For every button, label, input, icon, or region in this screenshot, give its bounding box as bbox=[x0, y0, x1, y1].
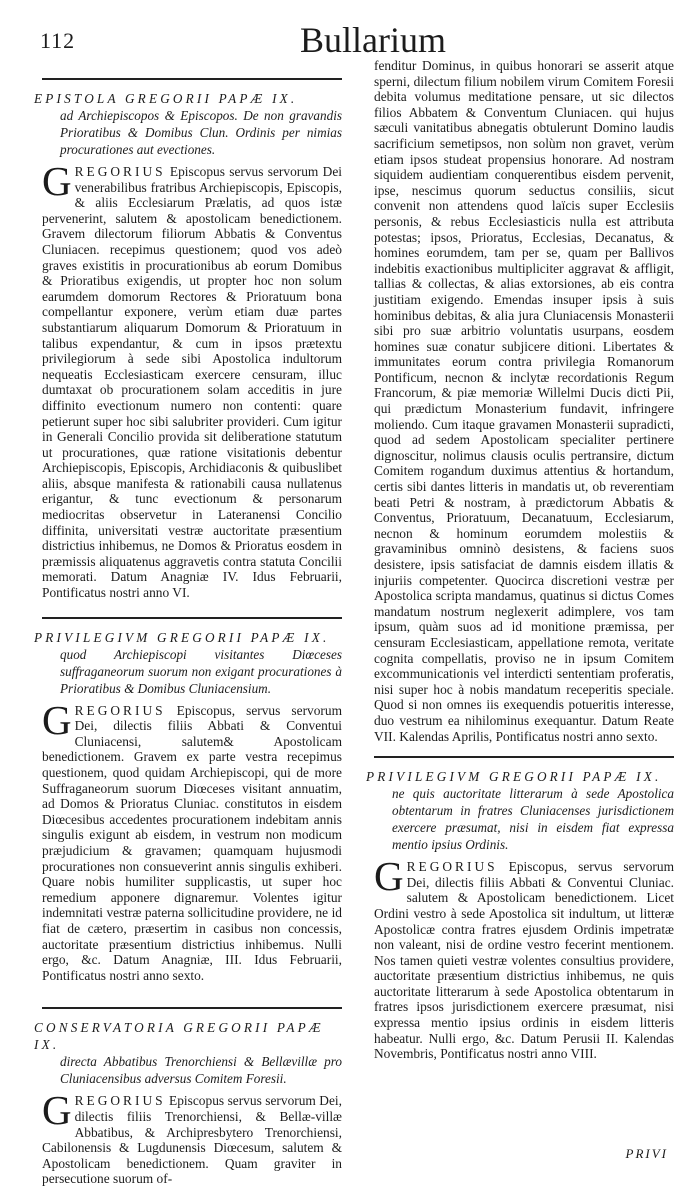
running-head: Bullarium bbox=[300, 20, 446, 60]
small-caps-word: REGORIUS bbox=[406, 859, 498, 875]
right-column bbox=[366, 58, 674, 1062]
document-section bbox=[34, 1019, 342, 1187]
body-text: Episcopus servus servorum Dei venerabilibus fratribus Archiepiscopis, Episcopis, & aliis Ecclesiarum Prælatis, ad quos istæ pervenerint, salutem & apostolicam benedictionem. Gravem dilectorum filiorum Abbatis & Conventus Cluniacen. recepimus questionem; quod vos adeò graves existitis in procurationibus ab eorum Domibus & Prioratibus exigendis, ut propter hoc non solum earumdem domorum Rectores & Prioratuum bona compellantur exponere, verùm etiam duæ partes substantiarum aliquarum Domorum & Prioratuum in talibus expendantur, & cum in ipsos prætextu privilegiorum à sede sibi Apostolica indultorum nequeatis Ecclesiasticam exercere censuram, illuc dumtaxat ob procurationem solam acceditis in jure diffinito evectionum numero non contenti: quare petierunt super hoc sibi salubriter provideri. Cum igitur in Generali Concilio provida sit deliberatione statutum ut procurationes, quæ ratione visitationis debentur Archiepiscopis, Episcopis, Archidiaconis & quibuslibet aliis, absque manifesta & rationabili causa nullatenus erigantur, & tunc evectionum & personarum mediocritas observetur in Lateranensi Concilio diffinita, universitati vestræ auctoritate præsentium districtius inhibemus, ne Domos & Prioratus eosdem in præmissis aliquatenus aggravetis contra statuta Concilii memorati. Datum Anagniæ IV. Idus Februarii, Pontificatus nostri anno VI. bbox=[42, 164, 342, 601]
document-section bbox=[34, 90, 342, 601]
section-divider bbox=[42, 1007, 342, 1009]
catchword: PRIVI bbox=[625, 1146, 668, 1161]
section-title bbox=[366, 768, 674, 853]
small-caps-word: REGORIUS bbox=[74, 1093, 166, 1109]
small-caps-word: REGORIUS bbox=[74, 702, 166, 718]
page-number: 112 bbox=[40, 28, 76, 53]
section-body bbox=[42, 696, 342, 984]
section-title bbox=[34, 90, 342, 158]
section-body bbox=[42, 1087, 342, 1187]
drop-cap: G bbox=[42, 1087, 72, 1134]
section-title-subtitle: ad Archiepiscopos & Episcopos. De non gravandis Prioratibus & Domibus Clun. Ordinis per nimias procurationes aut evectiones. bbox=[60, 108, 342, 157]
section-divider bbox=[42, 617, 342, 619]
section-title-lead: EPISTOLA GREGORII PAPÆ IX. bbox=[34, 91, 298, 106]
section-divider bbox=[374, 756, 674, 758]
document-section bbox=[34, 629, 342, 984]
section-title-lead: PRIVILEGIVM GREGORII PAPÆ IX. bbox=[34, 629, 330, 645]
section-title-subtitle: ne quis auctoritate litterarum à sede Apostolica obtentarum in fratres Cluniacenses jurisdictionem exercere præsumat, nisi in eisdem fiat expressa mentio ipsius Ordinis. bbox=[392, 786, 674, 853]
section-body bbox=[374, 853, 674, 1062]
section-title-lead: PRIVILEGIVM GREGORII PAPÆ IX. bbox=[366, 769, 662, 785]
section-divider bbox=[42, 78, 342, 80]
section-title-subtitle: directa Abbatibus Trenorchiensi & Bellævillæ pro Cluniacensibus adversus Comitem Foresii. bbox=[60, 1054, 342, 1087]
body-text: Episcopus, servus servorum Dei, dilectis filiis Abbati & Conventui Cluniac. salutem & Apostolicam benedictionem. Licet Ordini vestro à sede Apostolica sit indultum, ut litteræ Apostolicæ contra fratres ejusdem Ordinis impetratæ non valeant, nisi de ordine vestro fecerint mentionem. Nos tamen quieti vestræ volentes consultius providere, auctoritate præsentium districtius inhibemus, ne quis auctoritate litterarum à sede Apostolica obtentarum in fratres ipsos jurisdictionem exercere præsumat, nisi expressa mentio ipsius ordinis in eisdem litteris habeatur. Nulli ergo, &c. Datum Perusii II. Kalendas Novembris, Pontificatus nostri anno VIII. bbox=[374, 859, 674, 1062]
continuation-text: fenditur Dominus, in quibus honorari se asserit atque sperni, dilectum filium nobilem virum Comitem Foresii debita volumus meditatione pensare, ut sic dilectos filios Abbatem & Conventum Cluniacen. qui hujus sæculi vanitatibus abnegatis obtulerunt Domino laudis sacrificium semetipsos, non solùm non gravet, verùm etiam ipsos studeat propensius honorare. Ad nostram siquidem audientiam conquerentibus eisdem pervenit, ipse, nescimus quorum seductus consiliis, sicut convenit non attendens quod laïcis super Ecclesiis personis, & rebus Ecclesiasticis nulla est attributa potestas; ipsos, Prioratus, Ecclesias, Decanatus, & homines eorumdem, tam per se, quam per Ballivos indebitis exactionibus multipliciter aggravat & affligit, tallias & collectas, & alias extorsiones, ab eis contra justitiam exigendo. Emendas insuper ipsis à suis hominibus debitas, & alia jura Cluniacensis Monasterii sibi pro suæ arbitrio voluntatis usurpans, eosdem homines suæ conatur subjicere ditioni. Libertates & immunitates eorum contra privilegia Romanorum Pontificum, necnon & inclytæ recordationis Regum Francorum, & piæ memoriæ Willelmi Ducis dicti Pii, qui prædictum Monasterium fundavit, infringere moliendo. Cum itaque gravamen Monasterii supradicti, quod ad sedem Apostolicam specialiter pertinere dignoscitur, nolimus clausis oculis pertransire, dictum Comitem rogandum duximus attentius & hortandum, certis sibi dantes litteris in mandatis ut, ob reverentiam beati Petri & nostram, à prædictorum Abbatis & Conventus, Prioratuum, Decanatuum, Ecclesiarum, necnon & hominum eorumdem molestiis & gravaminibus omninò desistens, & faciens suos desistere, ipsis satisfaciat de damnis eisdem illatis & injuriis competenter. Quocirca discretioni vestræ per Apostolica scripta mandamus, quatinus si dictus Comes mandatum nostrum neglexerit adimplere, vos tam ipsum, quàm suos ad id monitione præmissa, per censuram Ecclesiasticam, appellatione remota, veritate cognita compellatis, proviso ne in ipsum Comitem excommunicationis vel interdicti sententiam proferatis, nisi super hoc à nobis mandatum receperitis speciale. Quod si non omnes iis exequendis potueritis interesse, duo vestrum ea nihilominus exequantur. Datum Reate VII. Kalendas Aprilis, Pontificatus nostri anno sexto. bbox=[374, 58, 674, 744]
left-column bbox=[34, 72, 342, 1187]
section-title bbox=[34, 629, 342, 697]
drop-cap: G bbox=[374, 853, 404, 900]
body-text: Episcopus, servus servorum Dei, dilectis filiis Abbati & Conventui Cluniacensi, salutem& Apostolicam benedictionem. Gravem ex parte vestra recepimus questionem, quod quidam Archiepiscopi, qui de more Suffraganeorum suorum Diœceses visitant annuatim, ad Domos & Prioratus Cluniac. constitutos in eisdem Diœcesibus accedentes procurationem indebitam annis singulis exigunt ab eisdem, in vestrum non modicum præjudicium & gravamen; quamquam hujusmodi procurationes non consueverint annis singulis exhiberi. Quare nobis humiliter supplicastis, ut super hoc remedium apponere dignaremur. Volentes igitur indemnitati vestræ paterna sollicitudine providere, ne id fiat de cætero, præsertim in casibus non concessis, auctoritate præsentium districtius inhibemus. Nulli ergo, &c. Datum Anagniæ, III. Idus Februarii, Pontificatus nostri anno sexto. bbox=[42, 702, 342, 983]
document-section bbox=[366, 768, 674, 1062]
drop-cap: G bbox=[42, 158, 72, 204]
section-title-subtitle: quod Archiepiscopi visitantes Diœceses suffraganeorum suorum non exigant procurationes à Prioratibus & Domibus Cluniacensium. bbox=[60, 646, 342, 696]
section-title-lead: CONSERVATORIA GREGORII PAPÆ IX. bbox=[34, 1020, 324, 1053]
section-title bbox=[34, 1019, 342, 1087]
body-text: Episcopus servus servorum Dei, dilectis filiis Trenorchiensi, & Bellæ-villæ Abbatibus, & Archipresbytero Trenorchiensi, Cabilonensis & Lugdunensis Diœcesum, salutem & Apostolicam benedictionem. Quam graviter in persecutione suorum of- bbox=[42, 1093, 342, 1187]
small-caps-word: REGORIUS bbox=[74, 164, 166, 179]
section-body bbox=[42, 158, 342, 601]
drop-cap: G bbox=[42, 696, 72, 743]
